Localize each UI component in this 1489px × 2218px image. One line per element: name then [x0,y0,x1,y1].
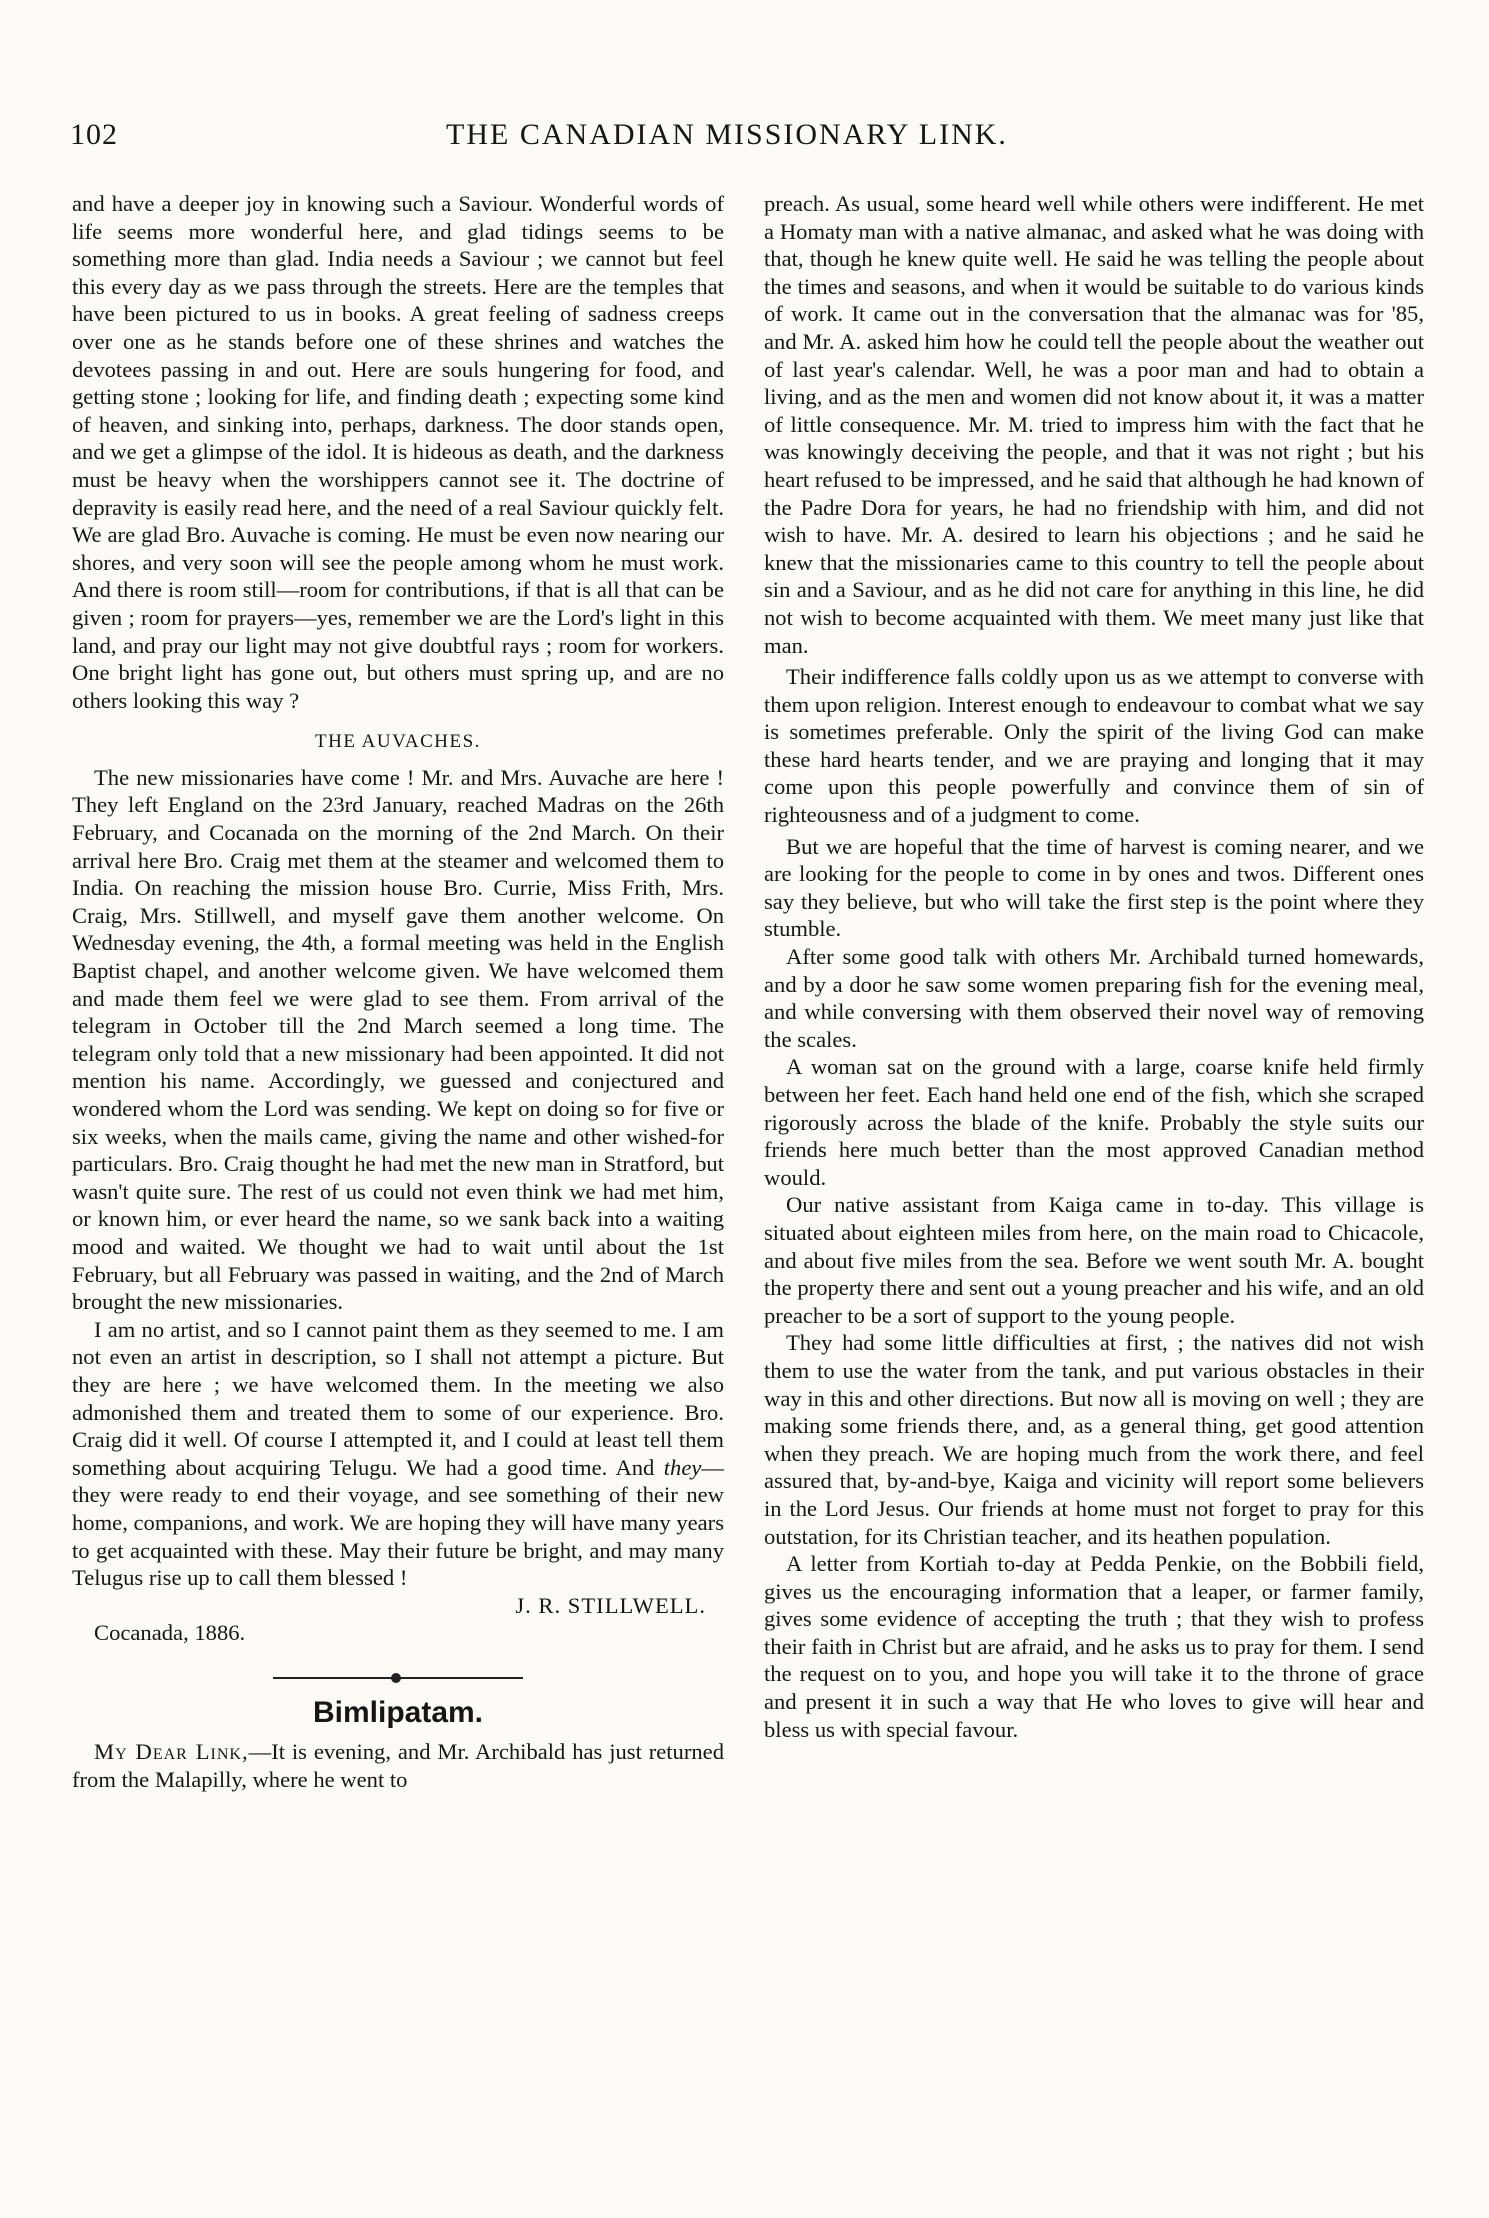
section-title: Bimlipatam. [312,1695,484,1729]
page-number: 102 [70,118,118,151]
divider-ornament [391,1673,401,1683]
paragraph: and have a deeper joy in knowing such a Saviour. Wonderful words of life seems more wonderful here, and glad tidings seems to be something more than glad. India needs a Saviour ; we cannot but feel this every day as we pass through the streets. Here are the temples that have been pictured to us in books. A great feeling of sadness creeps over one as he stands before one of these shrines and watches the devotees passing in and out. Here are souls hungering for food, and getting stone ; looking for life, and finding death ; expecting some kind of heaven, and sinking into, perhaps, darkness. The door stands open, and we get a glimpse of the idol. It is hideous as death, and the darkness must be heavy when the worshippers cannot see it. The doctrine of depravity is easily read here, and the need of a real Saviour quickly felt. We are glad Bro. Auvache is coming. He must be even now nearing our shores, and very soon will see the people among whom he must work. And there is room still—room for contributions, if that is all that can be given ; room for prayers—yes, remember we are the Lord's light in this land, and pray our light may not give doubtful rays ; room for workers. One bright light has gone out, but others must spring up, and are no others looking this way ? [72,191,724,713]
signature-line [72,1592,724,1620]
paragraph: They had some little difficulties at first, ; the natives did not wish them to use the water from the tank, and put various obstacles in their way in this and other directions. But now all is moving on well ; they are making some friends there, and, as a general thing, get good attention when they preach. We are hoping much from the work there, and feel assured that, by-and-bye, Kaiga and vicinity will report some believers in the Lord Jesus. Our friends at home must not forget to pray for this outstation, for its Christian teacher, and its heathen population. [764,1330,1424,1549]
dateline: Cocanada, 1886. [94,1620,246,1646]
paragraph: A woman sat on the ground with a large, coarse knife held firmly between her feet. Each hand held one end of the fish, which she scraped rigorously across the blade of the knife. Probably the style suits our friends here much better than the most approved Canadian method would. [764,1054,1424,1190]
paragraph: Our native assistant from Kaiga came in to-day. This village is situated about eighteen miles from here, on the main road to Chicacole, and about five miles from the sea. Before we went south Mr. A. bought the property there and sent out a young preacher and his wife, and an old preacher to be a sort of support to the young people. [764,1192,1424,1328]
running-title: THE CANADIAN MISSIONARY LINK. [446,118,1008,151]
page-header [62,118,1392,164]
right-column [764,190,1424,1743]
section-divider [273,1677,523,1679]
paragraph: The new missionaries have come ! Mr. and Mrs. Auvache are here ! They left England on the 23rd January, reached Madras on the 26th February, and Cocanada on the morning of the 2nd March. On their arrival here Bro. Craig met them at the steamer and welcomed them to India. On reaching the mission house Bro. Currie, Miss Frith, Mrs. Craig, Mrs. Stillwell, and myself gave them another welcome. On Wednesday evening, the 4th, a formal meeting was held in the English Baptist chapel, and another welcome given. We have welcomed them and made them feel we were glad to see them. From arrival of the telegram in October till the 2nd March seemed a long time. The telegram only told that a new missionary had been appointed. It did not mention his name. Accordingly, we guessed and conjectured and wondered whom the Lord was sending. We kept on doing so for five or six weeks, when the mails came, giving the name and other wished-for particulars. Bro. Craig thought he had met the new man in Stratford, but wasn't quite sure. The rest of us could not even think we had met him, or known him, or ever heard the name, so we sank back into a waiting mood and waited. We thought we had to wait until about the 1st February, but all February was passed in waiting, and the 2nd of March brought the new missionaries. [72,764,724,1315]
paragraph: My Dear Link,—It is evening, and Mr. Archibald has just returned from the Malapilly, where he went to [72,1739,724,1793]
paragraph: After some good talk with others Mr. Archibald turned homewards, and by a door he saw some women preparing fish for the evening meal, and while conversing with them observed their novel way of removing the scales. [764,944,1424,1052]
paragraph: A letter from Kortiah to-day at Pedda Penkie, on the Bobbili field, gives us the encouraging information that a leaper, or farmer family, gives some evidence of accepting the truth ; that they wish to profess their faith in Christ but are afraid, and he asks us to pray for them. I send the request on to you, and hope you will take it to the throne of grace and present it in such a way that He who loves to give will hear and bless us with special favour. [764,1551,1424,1742]
paragraph: preach. As usual, some heard well while others were indifferent. He met a Homaty man with a native almanac, and asked what he was doing with that, though he knew quite well. He said he was telling the people about the times and seasons, and when it would be suitable to do various kinds of work. It came out in the conversation that the almanac was for '85, and Mr. A. asked him how he could tell the people about the weather out of last year's calendar. Well, he was a poor man and had to obtain a living, and as the men and women did not know about it, it was a matter of little consequence. Mr. M. tried to impress him with the fact that he was knowingly deceiving the people, and that it was not right ; but his heart refused to be impressed, and he said that although he had known of the Padre Dora for years, he had no friendship with him, and did not wish to have. Mr. A. desired to learn his objections ; and he said he knew that the missionaries came to this country to tell the people about sin and a Saviour, and as he did not care for anything in this line, he did not wish to become acquainted with them. We meet many just like that man. [764,191,1424,658]
subheading: THE AUVACHES. [315,731,481,753]
emphasis: they [663,1454,702,1480]
left-column [72,190,724,1794]
paragraph: Their indifference falls coldly upon us as we attempt to converse with them upon religion. Interest enough to endeavour to combat what we say is sometimes preferable. Only the spirit of the living God can make these hard hearts tender, and we are praying and longing that it may come upon this people powerfully and convince them of sin of righteousness and of a judgment to come. [764,664,1424,828]
signature: J. R. STILLWELL. [515,1592,706,1618]
paragraph: I am no artist, and so I cannot paint them as they seemed to me. I am not even an artist in description, so I shall not attempt a picture. But they are here ; we have welcomed them. In the meeting we also admonished them and treated them to some of our experience. Bro. Craig did it well. Of course I attempted it, and I could at least tell them something about acquiring Telugu. We had a good time. And they—they were ready to end their voyage, and see something of their new home, companions, and work. We are hoping they will have many years to get acquainted with these. May their future be bright, and may many Telugus rise up to call them blessed ! [72,1316,724,1591]
salutation: My Dear Link, [94,1739,249,1765]
paragraph: But we are hopeful that the time of harvest is coming nearer, and we are looking for the people to come in by ones and twos. Different ones say they believe, but who will take the first step is the point where they stumble. [764,833,1424,942]
